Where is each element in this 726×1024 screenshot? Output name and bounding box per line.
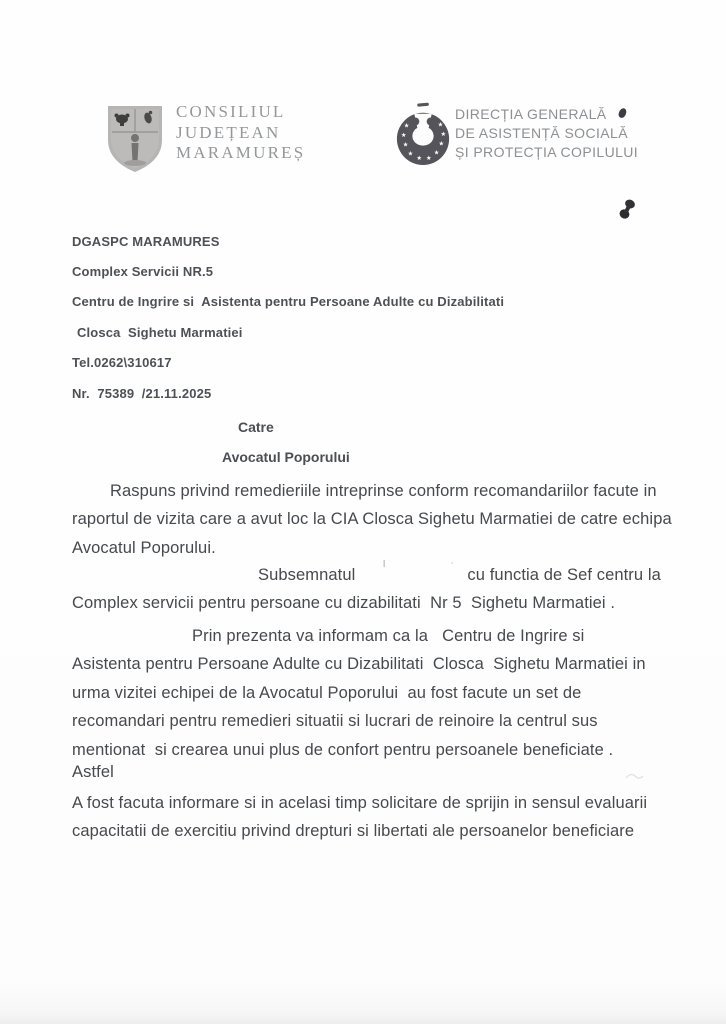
coat-of-arms-shield-icon bbox=[103, 100, 167, 174]
paragraph-subsemnatul bbox=[72, 555, 661, 618]
dgaspc-emblem-icon bbox=[394, 102, 452, 170]
svg-text:★: ★ bbox=[400, 131, 407, 139]
redaction-trace: · bbox=[450, 557, 455, 569]
body-line: recomandari pentru remedieri situatii si lucrari de reinoire la centrul sus bbox=[72, 712, 598, 731]
subsemnatul-text: Subsemnatul bbox=[258, 566, 356, 584]
body-line: raportul de vizita care a avut loc la CIA Closca Sighetu Marmatiei de catre echipa bbox=[72, 510, 672, 529]
ink-blot-mark bbox=[610, 192, 644, 236]
svg-text:★: ★ bbox=[437, 121, 444, 129]
body-line: Raspuns privind remedieriile intreprinse conform recomandariilor facute in bbox=[110, 482, 657, 500]
svg-text:★: ★ bbox=[416, 155, 422, 163]
body-line: Asistenta pentru Persoane Adulte cu Dizabilitati Closca Sighetu Marmatiei in bbox=[72, 655, 646, 674]
svg-text:★: ★ bbox=[425, 155, 432, 163]
svg-text:★: ★ bbox=[402, 141, 409, 149]
paragraph-informam bbox=[72, 622, 646, 764]
paragraph-informare bbox=[72, 789, 647, 846]
right-org-name bbox=[455, 105, 638, 162]
redaction-trace: ı bbox=[382, 555, 387, 570]
sender-address: Closca Sighetu Marmatiei bbox=[77, 325, 243, 340]
svg-text:★: ★ bbox=[407, 150, 414, 158]
left-org-line: CONSILIUL bbox=[176, 102, 286, 121]
svg-text:★: ★ bbox=[440, 131, 447, 138]
svg-text:★: ★ bbox=[403, 122, 410, 130]
body-line: mentionat si crearea unui plus de confort pentru persoanele beneficiate . bbox=[72, 740, 614, 759]
recipient-name: Avocatul Poporului bbox=[222, 449, 350, 465]
sender-complex: Complex Servicii NR.5 bbox=[72, 264, 214, 279]
svg-text:★: ★ bbox=[438, 140, 445, 148]
body-line: Complex servicii pentru persoane cu dizabilitati Nr 5 Sighetu Marmatiei . bbox=[72, 594, 616, 613]
right-org-line: ȘI PROTECȚIA COPILULUI bbox=[455, 144, 639, 160]
body-line bbox=[72, 555, 661, 589]
sender-org: DGASPC MARAMURES bbox=[72, 234, 220, 249]
paragraph-subject bbox=[72, 477, 672, 562]
left-org-name bbox=[176, 102, 305, 164]
redacted-name-gap bbox=[355, 555, 467, 580]
svg-text:★: ★ bbox=[433, 149, 440, 157]
body-line: Prin prezenta va informam ca la Centru de Ingrire si bbox=[192, 627, 585, 645]
body-line: urma vizitei echipei de la Avocatul Poporului au fost facute un set de bbox=[72, 683, 582, 702]
right-org-line: DIRECȚIA GENERALĂ bbox=[455, 106, 607, 122]
body-line: Astfel bbox=[72, 763, 114, 781]
paragraph-astfel bbox=[72, 758, 114, 786]
sender-center: Centru de Ingrire si Asistenta pentru Persoane Adulte cu Dizabilitati bbox=[72, 294, 505, 309]
left-org-line: JUDEȚEAN bbox=[176, 122, 281, 142]
sender-phone: Tel.0262\310617 bbox=[72, 355, 172, 370]
right-org-line: DE ASISTENȚĂ SOCIALĂ bbox=[455, 125, 628, 141]
body-line: capacitatii de exercitiu privind drepturi si libertati ale persoanelor beneficiare bbox=[72, 822, 635, 841]
faint-squiggle-mark bbox=[624, 770, 644, 782]
body-line: Avocatul Poporului. bbox=[72, 538, 216, 557]
left-org-line: MARAMUREȘ bbox=[176, 143, 306, 162]
body-line: A fost facuta informare si in acelasi timp solicitare de sprijin in sensul evaluarii bbox=[72, 794, 648, 812]
after-gap-text: cu functia de Sef centru la bbox=[467, 566, 661, 584]
recipient-to-label: Catre bbox=[238, 419, 274, 435]
sender-ref-number: Nr. 75389 /21.11.2025 bbox=[72, 386, 212, 401]
